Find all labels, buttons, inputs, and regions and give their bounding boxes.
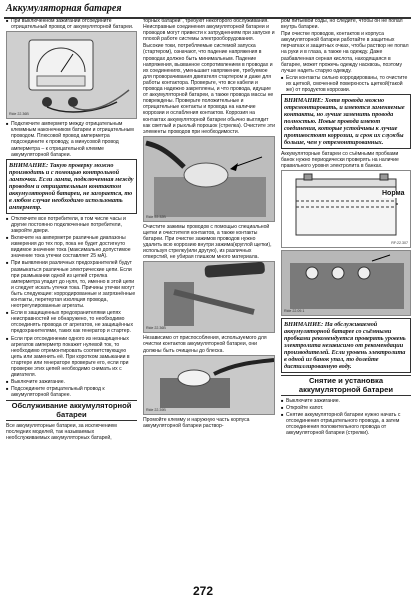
page-number: 272 (193, 584, 214, 598)
list-item: ■ Включите на амперметре различные диапазоны измерения до тех пор, пока не будет достигнуто видимое значение тока (максимально допустимое значение тока утечки составляет 25 мА). (6, 235, 137, 259)
multimeter-photo (6, 31, 137, 119)
list-item: ■ Снятие аккумуляторной батареи нужно начать с отсоединения отрицательного провода, а затем отсоединения положительного провода от аккумуляторной батареи (стрелки). (281, 412, 411, 436)
list-item: ■ Откройте капот. (281, 405, 411, 411)
paragraph: Промойте клемму и наружную часть корпуса аккумуляторной батареи раствор- (143, 416, 250, 429)
battery-diagram (282, 171, 411, 247)
figure-label: Ride 22.36В (146, 326, 166, 331)
level-norm-label: Норма (382, 190, 405, 198)
paragraph: торных батарей", требуют некоторого обслуживания. Неисправные соединения аккумуляторной батареи и проводов могут привести к затруднениям при запуске и плохой работе системы электрооборудования. (143, 18, 275, 43)
terminal-illustration (144, 137, 275, 221)
list-item: ■ Выключите зажигание. (281, 398, 411, 404)
list-item: ■ При выключенном зажигании отсоедините отрицательный провод от аккумуляторной батареи. (6, 18, 137, 30)
list-item: ■ Подсоедините отрицательный провод к аккумуляторной батарее. (6, 386, 137, 398)
list-item: ■ Если при отсоединении одного из незащищенных агрегатов амперметр покажет нулевой ток, то необходимо отремонтировать соответствующую цепь или заменить её. При коротком замыкании в стартере или генераторе проверьте его, если при проверке этих цепей необходимо снимать их с двигателя. (6, 336, 137, 379)
paragraph: Аккумуляторные батареи со съёмными пробками банок нужно периодически проверять на наличие правильного уровня электролита в банках. (281, 151, 399, 170)
list-item: ■ При выявлении различных предохранителей будут размыкаться различные электрические цепи. Если при размыкании одной из цепей стрелка амперметра упадет до нуля, то, именно в этой цепи и следует искать утечки тока. Причины утечки могут быть следующие: корродированные и загрязнённые контакты, перетертая изоляция провода, неотрегулированные агрегаты. (6, 260, 137, 309)
battery-level-diagram (281, 170, 411, 248)
battery-caps-illustration (282, 251, 411, 315)
column-2 (143, 18, 275, 430)
column-3 (281, 18, 411, 437)
paragraph: При очистке проводов, контактов и корпуса аккумуляторной батареи работайте в защитных перчатках и защитных очках, чтобы раствор не попал на руки и в глаза, а также на одежду. Даже разбавленная серная кислота, находящаяся в батарее, может прожечь одежду насквозь, поэтому лучше надеть старую одежду. (281, 31, 409, 74)
figure-label: Ride 22.09.1 (284, 309, 305, 314)
figure-label: Ride 22.32В (146, 214, 166, 219)
list-item: ■ Подключите амперметр между отрицательным клеммным наконечником батареи и отрицательным проводом. Плюсовой провод амперметра подсоедините к проводу, а минусовой провод амперметра – к отрицательной клемме аккумуляторной батареи. (6, 121, 137, 158)
figure-label: Ride 22.39В (146, 407, 166, 412)
multimeter-illustration (7, 32, 137, 118)
paragraph: ром питьевой соды, но следите, чтобы он не попал внутрь батареи. (281, 18, 403, 31)
column-1 (6, 18, 137, 442)
paragraph: Независимо от приспособления, используемого для очистки контактов аккумуляторной батареи, они должны быть очищены до блеска. (143, 335, 267, 354)
section-title: Снятие и установка аккумуляторной батареи (281, 375, 411, 395)
header-title: Аккумуляторная батарея (6, 3, 122, 14)
list-item: ■ Выключите зажигание. (6, 379, 137, 385)
corroded-terminal-photo (143, 136, 275, 222)
figure-label: Ride 22.36В (9, 112, 29, 117)
clean-terminal-illustration (144, 356, 275, 414)
battery-caps-photo (281, 250, 411, 316)
warning-box: ВНИМАНИЕ: Такую проверку можно производить и с помощью контрольной лампочки. Если лампа, подключенная между проводом и отрицательным контактом аккумуляторной батареи, не загорается, то в любом случае необходимо использовать амперметр. (6, 159, 137, 214)
paragraph: Все аккумуляторные батареи, за исключением последних моделей, так называемых необслуживаемых аккумуляторных батарей, (6, 422, 117, 442)
figure-label: RF:22.307 (391, 241, 408, 246)
brush-cleaning-photo (143, 261, 275, 333)
warning-box: ВНИМАНИЕ: Хотя провода можно отремонтировать, и имеются заменяемые контакты, но лучше заменить провода полностью. Новые провода имеют соединения, которые устойчивы к лучше противостоят коррозии, и срок их службы больше, чем у отремонтированных. (281, 94, 411, 149)
list-item: ■ Отключите все потребители, в том числе часы и другие постоянно подключенные потребители, закройте двери. (6, 216, 137, 234)
warning-box: ВНИМАНИЕ: На обслуживаемой аккумуляторной батарее со съёмными пробками рекомендуется проверять уровень электролита независимо от рекомендации производителей. Если уровень электролита в одной из банок упал, то долейте дистиллированную воду. (281, 318, 411, 373)
section-title: Обслуживание аккумуляторной батареи (6, 400, 137, 420)
cleaned-terminal-photo (143, 355, 275, 415)
list-item: ■ Если в защищенных предохранителями цепях неисправностей не обнаружено, то необходимо отсоединять провода от агрегатов, не защищённых предохранителями, таких как генератор и стартер. (6, 310, 137, 334)
brush-illustration (144, 262, 275, 332)
paragraph: Высокие токи, потребляемые системой запуска (стартером), означают, что падение напряжения в проводах должно быть минимальным. Падение напряжения, вызванное сопротивлением в проводах и их соединениях, уменьшает напряжение, требуемое для проворачивания двигателя стартером и даже для работы контактора. Проверьте, что все кабели и провода надежно закреплены, и что провода, идущие от аккумуляторной батареи, а также провода массы не повреждены. Проверьте положительные и отрицательные контакты и провода на наличие коррозии и ослабления контактов. Коррозия на контактах аккумуляторной батареи обычно выглядит как светлый и рыхлый порошок (стрелка). Очистите эти элементы проводов при необходимости. (143, 43, 275, 135)
paragraph: Очистите зажимы проводов с помощью специальной щетки и очистителя контактов, а также контакты батареи. При очистке зажимов проводов нужно удалить всю коррозию внутри зажима(круглой щетки), используя стрелку(или другую), из различных отверстий, не убирая глишком много материала. (143, 223, 272, 261)
page-header (4, 3, 411, 19)
list-item: ■ Если контакты сильно корродированы, то очистите их щеткой, смоченной поверхность щеткой(такой же) от продуктов коррозии. (281, 75, 411, 93)
